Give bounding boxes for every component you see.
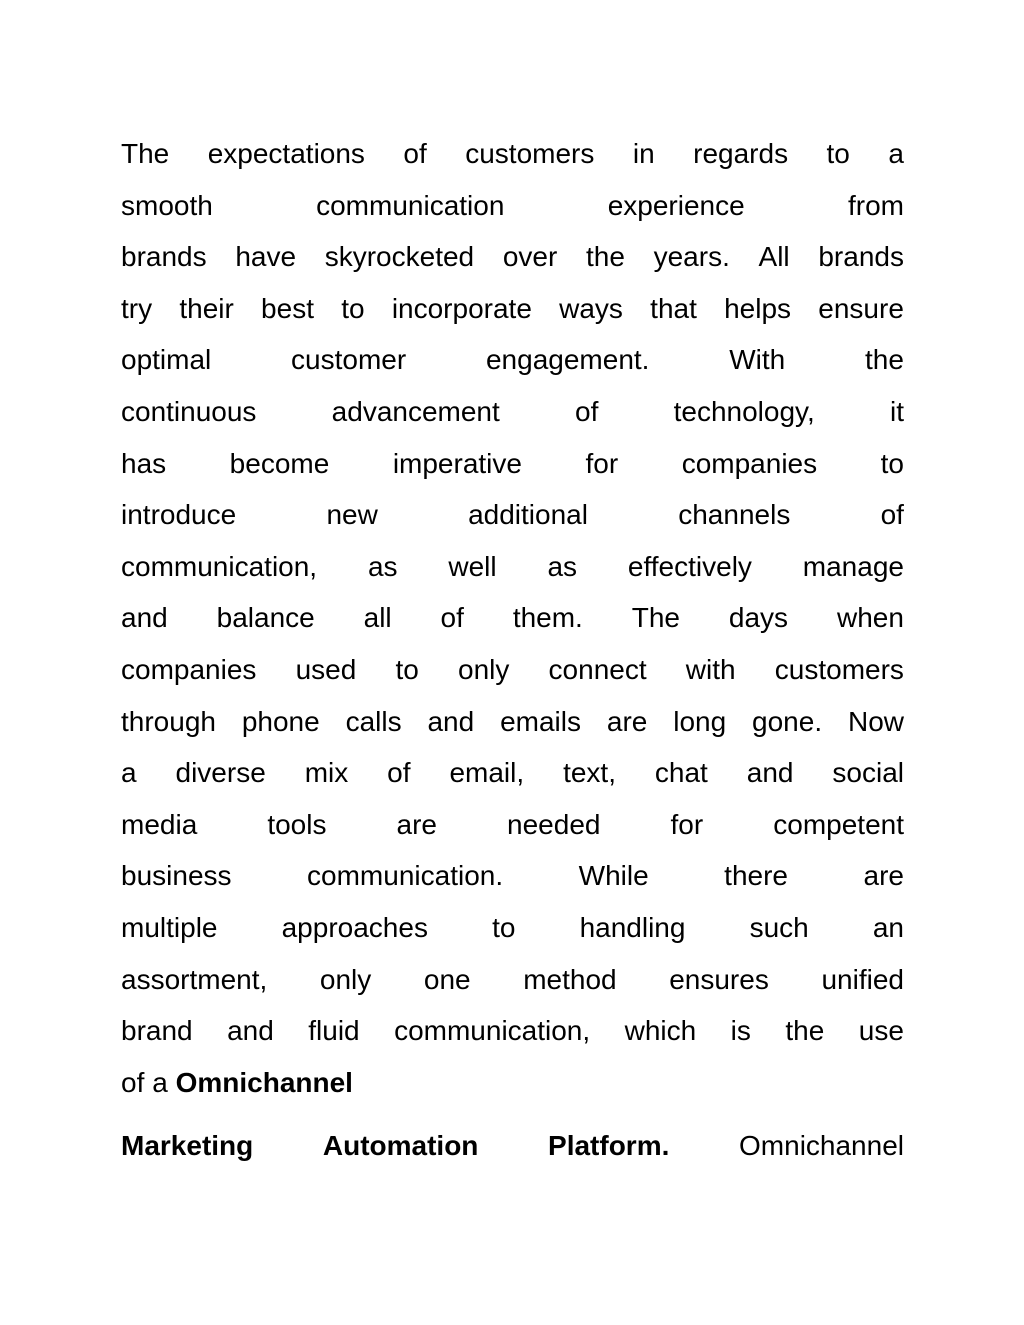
word: brand <box>121 1015 193 1047</box>
word: and <box>227 1015 274 1047</box>
text-line <box>121 592 904 644</box>
word: balance <box>216 602 315 634</box>
word: ensure <box>818 292 904 324</box>
word: helps <box>724 292 792 324</box>
word: social <box>832 757 904 789</box>
word: of <box>440 602 464 634</box>
word: a <box>121 757 137 789</box>
word: With <box>729 344 786 376</box>
word: mix <box>304 757 349 789</box>
word: to <box>341 292 365 324</box>
word: when <box>836 602 904 634</box>
word: advancement <box>331 395 500 427</box>
word: communication. <box>307 860 504 892</box>
word: technology, <box>673 395 815 427</box>
word: ensures <box>669 963 769 995</box>
word: tools <box>267 808 327 840</box>
text-line <box>121 541 904 593</box>
text-line <box>121 696 904 748</box>
word: imperative <box>392 447 522 479</box>
word: the <box>865 344 904 376</box>
word: emails <box>500 705 581 737</box>
word: of <box>575 395 599 427</box>
word: communication <box>316 189 505 221</box>
text-line <box>121 644 904 696</box>
word: phone <box>241 705 320 737</box>
word: through <box>121 705 216 737</box>
word: only <box>458 653 510 685</box>
word: The <box>121 138 170 169</box>
word: expectations <box>207 138 365 169</box>
word: over <box>502 241 558 273</box>
word: and <box>746 757 794 789</box>
word: experience <box>607 189 745 221</box>
word: well <box>448 550 497 582</box>
word: from <box>847 189 904 221</box>
word: all <box>363 602 392 634</box>
word: of <box>121 1066 145 1098</box>
word: the <box>585 241 625 273</box>
word: communication, <box>121 550 318 582</box>
word: as <box>547 550 578 582</box>
word: calls <box>345 705 402 737</box>
word: new <box>326 499 378 531</box>
word: While <box>578 860 649 892</box>
word: customer <box>291 344 407 376</box>
word: needed <box>507 808 601 840</box>
word: connect <box>548 653 647 685</box>
text-line <box>121 747 904 799</box>
text-line <box>121 438 904 490</box>
word: fluid <box>308 1015 360 1047</box>
word: days <box>728 602 789 634</box>
text-line <box>121 180 904 232</box>
word: customers <box>774 653 904 685</box>
word: customers <box>465 138 595 169</box>
word: Now <box>847 705 904 737</box>
word: channels <box>678 499 791 531</box>
word: to <box>395 653 419 685</box>
word: with <box>685 653 736 685</box>
word: ways <box>559 292 623 324</box>
word: an <box>872 911 904 943</box>
word: Omnichannel <box>739 1130 904 1162</box>
word: incorporate <box>391 292 532 324</box>
word: become <box>229 447 330 479</box>
word: the <box>785 1015 825 1047</box>
word: introduce <box>121 499 237 531</box>
word: them. <box>512 602 583 634</box>
word: engagement. <box>485 344 650 376</box>
word: text, <box>563 757 616 789</box>
word: are <box>606 705 648 737</box>
word: have <box>235 241 297 273</box>
word: additional <box>468 499 588 531</box>
word: best <box>261 292 314 324</box>
word: only <box>319 963 372 995</box>
word: a <box>152 1066 168 1098</box>
word: email, <box>449 757 525 789</box>
body-paragraph <box>121 128 904 1172</box>
word: for <box>585 447 619 479</box>
word: to <box>826 138 850 169</box>
word: gone. <box>752 705 823 737</box>
word: competent <box>773 808 904 840</box>
word: in <box>632 138 655 169</box>
word: business <box>121 860 232 892</box>
text-line <box>121 850 904 902</box>
word: media <box>121 808 198 840</box>
word: communication, <box>394 1015 591 1047</box>
word: chat <box>654 757 708 789</box>
word: years. <box>653 241 730 273</box>
text-line <box>121 489 904 541</box>
word: long <box>673 705 727 737</box>
word: try <box>121 292 153 324</box>
word: and <box>121 602 168 634</box>
word: approaches <box>281 911 428 943</box>
bold-term: Platform. <box>548 1130 670 1162</box>
word: to <box>880 447 904 479</box>
word: it <box>889 395 904 427</box>
word: for <box>670 808 704 840</box>
word: assortment, <box>121 963 268 995</box>
word: brands <box>818 241 904 273</box>
text-line <box>121 1057 904 1109</box>
word: use <box>858 1015 904 1047</box>
word: of <box>387 757 411 789</box>
word: that <box>650 292 697 324</box>
text-line <box>121 902 904 954</box>
word: effectively <box>627 550 752 582</box>
text-line <box>121 799 904 851</box>
word: and <box>427 705 475 737</box>
text-line <box>121 954 904 1006</box>
word: their <box>179 292 234 324</box>
word: multiple <box>121 911 218 943</box>
word: regards <box>693 138 789 169</box>
word: brands <box>121 241 207 273</box>
word: diverse <box>175 757 266 789</box>
text-line <box>121 1005 904 1057</box>
word: optimal <box>121 344 212 376</box>
text-line <box>121 283 904 335</box>
text-line <box>121 128 904 180</box>
word: unified <box>821 963 904 995</box>
word: smooth <box>121 189 213 221</box>
word: of <box>880 499 904 531</box>
word: is <box>730 1015 751 1047</box>
bold-term: Automation <box>322 1130 479 1162</box>
text-line <box>121 386 904 438</box>
word: All <box>758 241 790 273</box>
text-line <box>121 1120 904 1172</box>
word: continuous <box>121 395 257 427</box>
word: there <box>724 860 788 892</box>
word: are <box>863 860 904 892</box>
word: are <box>396 808 437 840</box>
word: companies <box>681 447 818 479</box>
word: such <box>749 911 809 943</box>
word: manage <box>802 550 904 582</box>
text-line <box>121 231 904 283</box>
word: companies <box>121 653 257 685</box>
word: one <box>423 963 471 995</box>
word: which <box>624 1015 697 1047</box>
word: used <box>295 653 357 685</box>
word: handling <box>579 911 686 943</box>
word: method <box>523 963 617 995</box>
word: skyrocketed <box>324 241 475 273</box>
word: of <box>403 138 427 169</box>
bold-term: Marketing <box>121 1130 254 1162</box>
word: as <box>367 550 398 582</box>
word: to <box>492 911 516 943</box>
text-line <box>121 334 904 386</box>
bold-term: Omnichannel <box>175 1066 353 1098</box>
word: has <box>121 447 167 479</box>
word: The <box>631 602 680 634</box>
word: a <box>888 138 904 169</box>
